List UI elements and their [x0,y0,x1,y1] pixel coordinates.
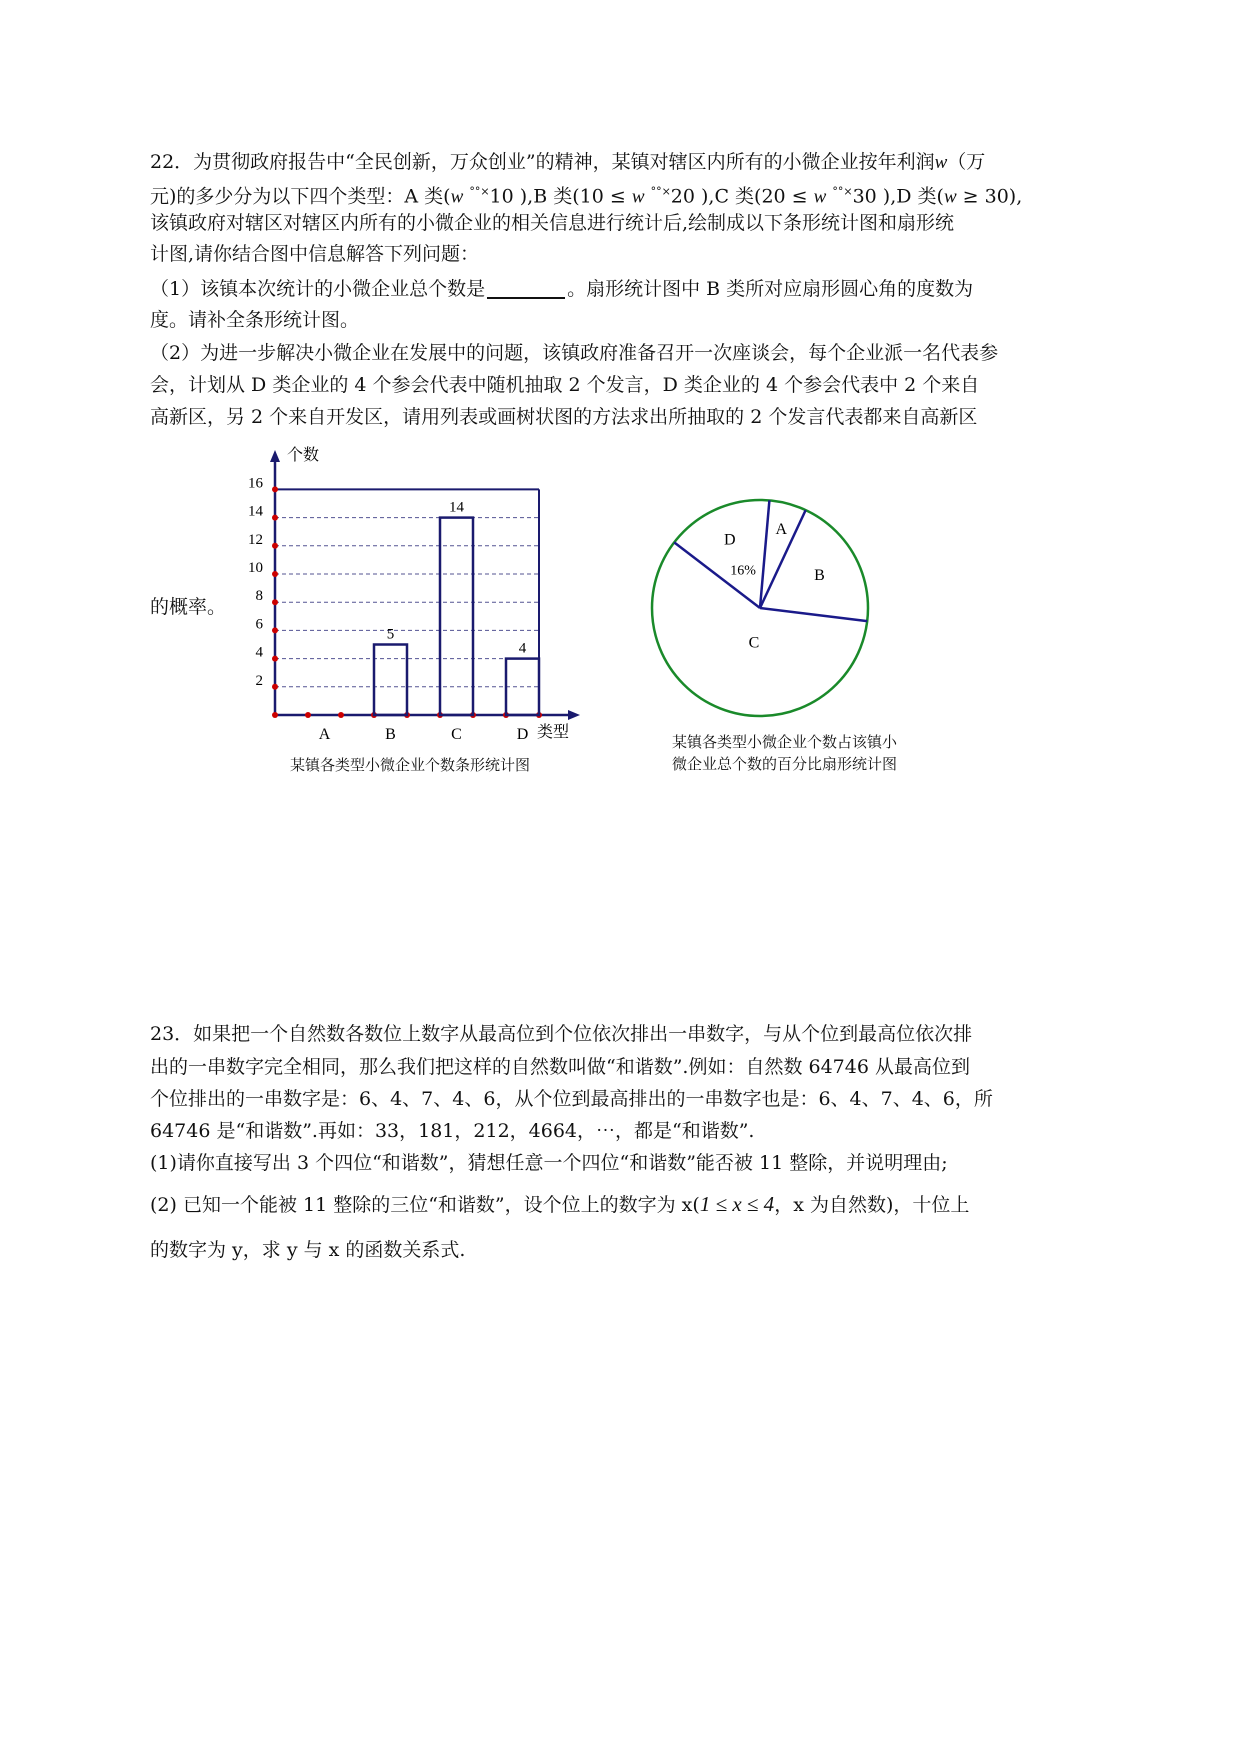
q23-line-6-a: (2) 已知一个能被 11 整除的三位“和谐数”，设个位上的数字为 x( [150,1194,700,1216]
x-tick-label: C [451,726,462,740]
axis-marker [272,571,278,577]
y-tick-label: 4 [255,644,263,661]
bar-chart-title: 某镇各类型小微企业个数条形统计图 [290,756,531,774]
bar-value-label: 14 [449,499,464,516]
axis-marker [338,712,344,718]
pie-chart-slices [652,500,868,716]
y-axis-arrow [270,450,280,462]
q22-line-2-c: 20 ),C 类(20 ≤ [670,185,808,208]
var-w: w [943,186,957,208]
q23-line-4: 64746 是“和谐数”.再如：33，181，212，4664，⋯，都是“和谐数”. [150,1120,755,1142]
garbled-symbol: °°× [469,185,490,198]
garbled-symbol: °°× [650,185,671,198]
axis-marker [272,627,278,633]
q22-line-2-d: 30 ),D 类( [852,185,944,208]
pie-label-B: B [814,567,825,585]
q22-part1-line-1 [150,277,973,301]
x-tick-label: A [318,726,331,740]
q22-line-1-tail: （万 [947,151,986,173]
q23-line-6 [150,1192,969,1217]
bar-C [440,518,473,715]
q22-part1-b: 。扇形统计图中 B 类所对应扇形圆心角的度数为 [567,278,974,300]
q23-line-1: 23．如果把一个自然数各数位上数字从最高位到个位依次排出一串数字，与从个位到最高位依次排 [150,1023,973,1045]
y-tick-label: 6 [255,616,263,633]
q23-line-7: 的数字为 y，求 y 与 x 的函数关系式. [150,1239,466,1261]
q23-line-3: 个位排出的一串数字是：6、4、7、4、6，从个位到最高排出的一串数字也是：6、4、7、4、6，所 [150,1088,993,1110]
q23-line-5: (1)请你直接写出 3 个四位“和谐数”，猜想任意一个四位“和谐数”能否被 11 整除，并说明理由; [150,1152,948,1174]
pie-chart-title-line-1: 某镇各类型小微企业个数占该镇小 [672,733,898,751]
bar-chart-bars [374,518,539,715]
x-axis-arrow [568,710,580,720]
q22-line-3: 该镇政府对辖区对辖区内所有的小微企业的相关信息进行统计后,绘制成以下条形统计图和扇形统 [150,212,955,234]
pie-percent-D: 16% [730,563,756,579]
x-tick-label: D [516,726,529,740]
pie-chart-title-line-2: 微企业总个数的百分比扇形统计图 [672,755,898,773]
y-tick-label: 12 [248,531,263,548]
axis-marker [272,712,278,718]
y-tick-label: 10 [248,560,263,576]
bar-chart [230,440,620,740]
q22-line-2-e: ≥ 30), [962,185,1023,208]
q22-part2-line-4: 的概率。 [150,596,227,618]
x-tick-label: B [385,726,396,740]
q22-line-2-a: 元)的多少分为以下四个类型：A 类( [150,185,451,208]
pie-label-D: D [723,531,736,549]
q23-inequality: 1 ≤ x ≤ 4 [699,1192,775,1216]
axis-marker [272,684,278,690]
q22-part1-a: （1）该镇本次统计的小微企业总个数是 [150,278,486,300]
pie-label-A: A [775,520,788,538]
y-tick-label: 8 [255,588,263,605]
q23-line-2: 出的一串数字完全相同，那么我们把这样的自然数叫做“和谐数”.例如：自然数 64746 从最高位到 [150,1056,970,1078]
q22-line-2 [150,180,1022,209]
bar-chart-axes [270,450,580,720]
y-tick-label: 2 [255,672,263,689]
axis-marker [272,599,278,605]
axis-marker [272,515,278,521]
var-w: w [631,186,645,208]
pie-chart [640,485,880,725]
q23-line-6-b: ，x 为自然数)，十位上 [774,1194,970,1216]
bar-value-label: 5 [386,626,395,643]
y-axis-title: 个数 [286,447,320,464]
q22-part2-line-2: 会，计划从 D 类企业的 4 个参会代表中随机抽取 2 个发言，D 类企业的 4 个参会代表中 2 个来自 [150,374,980,396]
q22-line-1 [150,150,985,175]
var-w: w [934,152,948,173]
q22-line-4: 计图,请你结合图中信息解答下列问题： [150,243,480,265]
var-w: w [450,186,464,208]
axis-marker [272,543,278,549]
var-w: w [813,186,827,208]
axis-marker [305,712,311,718]
q22-line-1-text: 22．为贯彻政府报告中“全民创新，万众创业”的精神，某镇对辖区内所有的小微企业按年利润 [150,151,935,173]
y-tick-label: 16 [248,475,263,492]
bar-value-label: 4 [518,640,527,657]
q22-line-2-b: 10 ),B 类(10 ≤ [489,185,626,208]
bar-B [374,645,407,716]
answer-blank [487,279,565,299]
q22-part2-line-3: 高新区，另 2 个来自开发区，请用列表或画树状图的方法求出所抽取的 2 个发言代表都来自高新区 [150,406,978,428]
q22-part2-line-1: （2）为进一步解决小微企业在发展中的问题，该镇政府准备召开一次座谈会，每个企业派一名代表参 [150,342,999,364]
x-axis-title: 类型 [536,724,570,740]
garbled-symbol: °°× [832,185,853,198]
q22-part1-line-2: 度。请补全条形统计图。 [150,309,360,331]
pie-label-C: C [748,634,760,652]
y-tick-label: 14 [248,503,263,520]
axis-marker [272,486,278,492]
axis-marker [272,656,278,662]
